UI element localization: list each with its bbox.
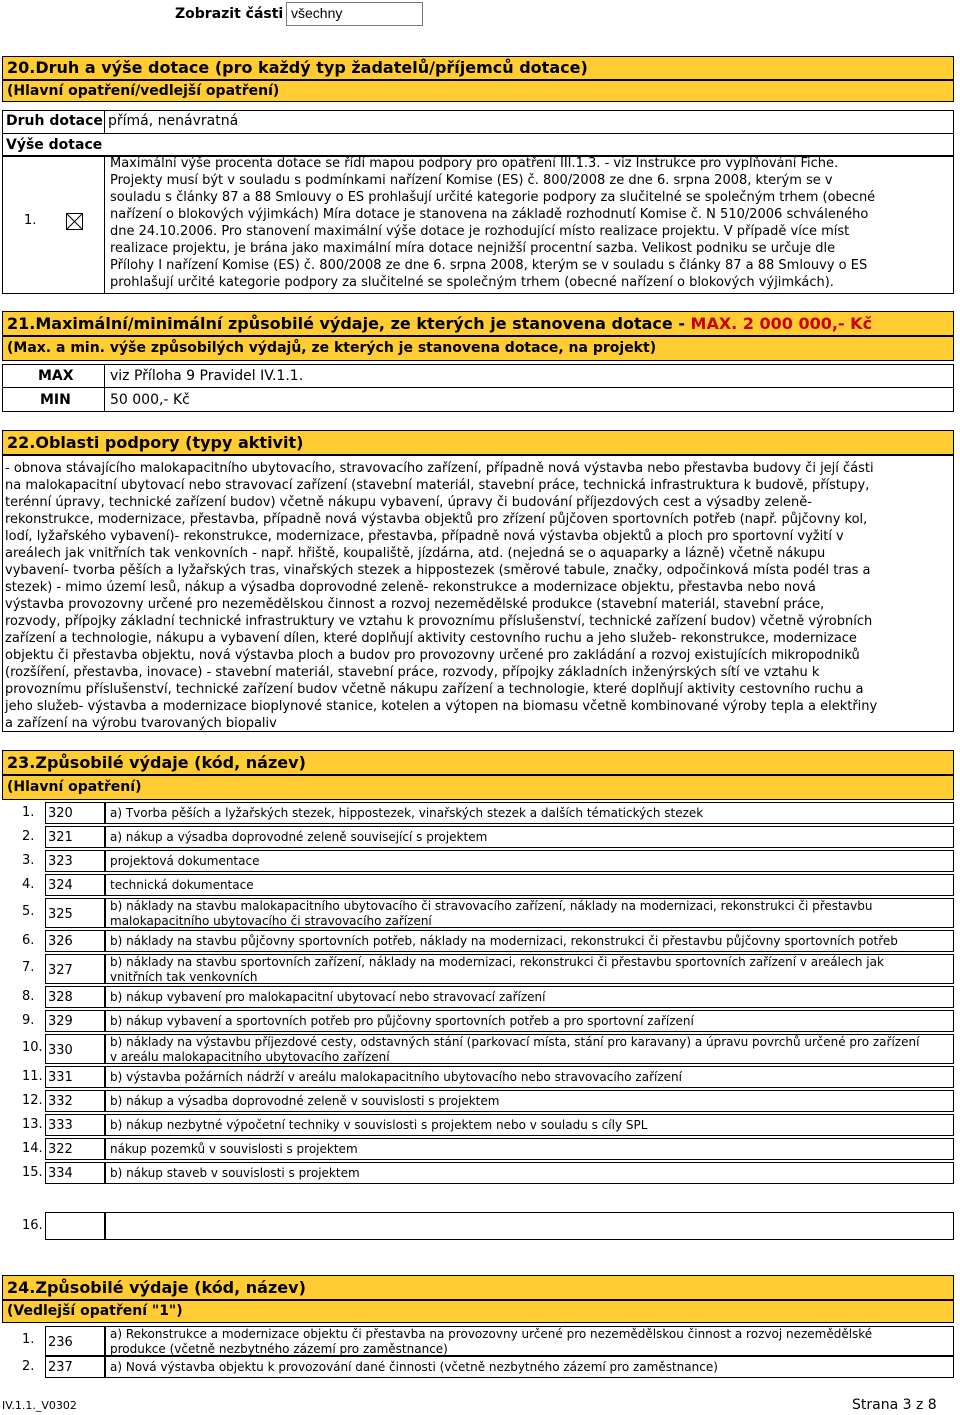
row-text: b) výstavba požárních nádrží v areálu malokapacitního ubytovacího nebo stravovacího zařízení: [110, 1070, 682, 1084]
row-description: [105, 1114, 954, 1136]
row-description: [105, 986, 954, 1008]
text-line: (rozšíření, přestavba, inovace) - stavební materiál, stavební práce, rozvody, přípojky základních inženýrských sítí ve vztahu k: [5, 665, 820, 680]
row-code: 236: [45, 1326, 105, 1356]
row-number: 8.: [22, 989, 35, 1004]
row-description: [105, 930, 954, 952]
druh-dotace-label: Druh dotace: [6, 113, 103, 129]
row-text: a) nákup a výsadba doprovodné zeleně související s projektem: [110, 830, 488, 844]
row-description: [105, 954, 954, 984]
min-label: MIN: [40, 392, 71, 408]
row-code: 333: [45, 1114, 105, 1136]
row-description: [105, 1066, 954, 1088]
row-text-2: vnitřních tak venkovních: [110, 970, 258, 984]
row-number: 11.: [22, 1069, 43, 1084]
text-line: lodí, lyžařského vybavení)- rekonstrukce, modernizace, přestavba, případně nová výstavba objektů a ploch pro sportovní vyžití v: [5, 529, 844, 544]
row-number: 10.: [22, 1040, 43, 1055]
text-line: dne 24.10.2006. Pro stanovení maximální výše dotace je rozhodující místo realizace projektu. V případě více míst: [110, 224, 850, 239]
section-24-subtitle: (Vedlejší opatření "1"): [2, 1300, 954, 1323]
row-text: b) nákup a výsadba doprovodné zeleně v souvislosti s projektem: [110, 1094, 500, 1108]
section-23-title: 23.Způsobilé výdaje (kód, název): [2, 750, 954, 775]
row-code: 328: [45, 986, 105, 1008]
row-code: 322: [45, 1138, 105, 1160]
text-line: na malokapacitní ubytovací nebo stravovací zařízení (stavební materiál, stavební práce, technická infrastruktura k budově, přístupy,: [5, 478, 870, 493]
text-line: stezek) - mimo území lesů, nákup a výsadba doprovodné zeleně- rekonstrukce a modernizace objektu, přestavba nebo nová: [5, 580, 816, 595]
text-line: Projekty musí být v souladu s podmínkami nařízení Komise (ES) č. 800/2008 ze dne 6. srpna 2008, kterým se v: [110, 173, 833, 188]
row-code: [45, 1212, 105, 1240]
text-line: - obnova stávajícího malokapacitního ubytovacího, stravovacího zařízení, případně nová výstavba nebo přestavba budovy či její části: [5, 461, 874, 476]
max-value: viz Příloha 9 Pravidel IV.1.1.: [110, 368, 304, 384]
row-number: 3.: [22, 853, 35, 868]
row-code: 326: [45, 930, 105, 952]
druh-dotace-value: přímá, nenávratná: [108, 113, 239, 129]
row-code: 320: [45, 802, 105, 824]
row-text: b) nákup staveb v souvislosti s projektem: [110, 1166, 360, 1180]
show-parts-select[interactable]: všechny: [286, 2, 423, 26]
section-21-title-text: 21.Maximální/minimální způsobilé výdaje, ze kterých je stanovena dotace -: [7, 314, 691, 333]
text-line: výstavba provozovny určené pro nezemědělskou činnost a rozvoj nezemědělské produkce (stavební materiál, stavební práce,: [5, 597, 825, 612]
text-line: areálech jak vnitřních tak venkovních - např. hřiště, koupaliště, jízdárna, atd. (nejedná se o aquaparky a lázně) včetně nákupu: [5, 546, 826, 561]
row-description: [105, 1162, 954, 1184]
row-code: 237: [45, 1356, 105, 1378]
row-number: 15.: [22, 1165, 43, 1180]
row-number: 1.: [22, 1332, 35, 1347]
row-description: [105, 1212, 954, 1240]
divider: [2, 133, 954, 134]
row-number: 1.: [22, 805, 35, 820]
row-description: [105, 1138, 954, 1160]
row-description: [105, 802, 954, 824]
show-parts-label: Zobrazit části: [175, 6, 284, 22]
row-number: 2.: [22, 1359, 35, 1374]
vyse-item-number: 1.: [24, 213, 37, 228]
text-line: jeho služeb- výstavba a modernizace bioplynové stanice, kotelen a výtopen na biomasu včetně kombinované výroby tepla a elektřiny: [5, 699, 878, 714]
row-text-2: malokapacitního ubytovacího či stravovacího zařízení: [110, 914, 432, 928]
section-24-title: 24.Způsobilé výdaje (kód, název): [2, 1275, 954, 1300]
row-description: [105, 1090, 954, 1112]
text-line: objektu či přestavba objektu, nová výstavba ploch a budov pro provozovny určené pro zakládání a rozvoj existujících mikropodniků: [5, 648, 860, 663]
section-22-title: 22.Oblasti podpory (typy aktivit): [2, 430, 954, 455]
footer-page-number: Strana 3 z 8: [852, 1397, 937, 1413]
row-description: [105, 1356, 954, 1378]
text-line: rozvody, přípojky základní technické infrastruktury ve vztahu k provoznímu příslušenství, technické zařízení budov) včetně výrobních: [5, 614, 873, 629]
section-22-text: [2, 455, 954, 732]
row-text: nákup pozemků v souvislosti s projektem: [110, 1142, 358, 1156]
row-text: technická dokumentace: [110, 878, 254, 892]
row-code: 327: [45, 954, 105, 984]
footer-version: IV.1.1._V0302: [2, 1399, 77, 1412]
row-description: [105, 826, 954, 848]
row-text: b) náklady na výstavbu příjezdové cesty, odstavných stání (parkovací místa, stání pro karavany) a úpravu povrchů určené pro zařízení: [110, 1035, 920, 1049]
row-description: [105, 1034, 954, 1064]
row-number: 13.: [22, 1117, 43, 1132]
row-code: 330: [45, 1034, 105, 1064]
section-20-subtitle: (Hlavní opatření/vedlejší opatření): [2, 80, 954, 102]
text-line: rekonstrukce, modernizace, přestavba, případně nová výstavba objektů pro zřízení půjčoven sportovních potřeb (např. půjčovny kol,: [5, 512, 868, 527]
text-line: nařízení o blokových výjimkách) Míra dotace je stanovena na základě rozhodnutí Komise č. N 510/2006 schváleného: [110, 207, 869, 222]
row-code: 323: [45, 850, 105, 872]
row-text: a) Tvorba pěších a lyžařských stezek, hippostezek, vinařských stezek a dalších tématických stezek: [110, 806, 704, 820]
row-number: 14.: [22, 1141, 43, 1156]
text-line: realizace projektu, je brána jako maximální míra dotace nejnižší procentní sazba. Velikost podniku se určuje dle: [110, 241, 836, 256]
row-text: b) náklady na stavbu půjčovny sportovních potřeb, náklady na modernizaci, rekonstrukci či přestavbu půjčovny sportovních potřeb: [110, 934, 898, 948]
text-line: prohlašují určité kategorie podpory za slučitelné se společným trhem (obecné nařízení o blokových výjimkách).: [110, 275, 834, 290]
section-21-subtitle: (Max. a min. výše způsobilých výdajů, ze kterých je stanovena dotace, na projekt): [2, 336, 954, 361]
min-value: 50 000,- Kč: [110, 392, 190, 408]
text-line: vybavení- tvorba pěších a lyžařských tras, vinařských stezek a hippostezek (směrové tabule, značky, odpočinková místa podél tras a: [5, 563, 871, 578]
row-code: 332: [45, 1090, 105, 1112]
row-text: b) nákup vybavení a sportovních potřeb pro půjčovny sportovních potřeb a pro sportovní zařízení: [110, 1014, 694, 1028]
row-description: [105, 898, 954, 928]
row-number: 7.: [22, 960, 35, 975]
text-line: Přílohy I nařízení Komise (ES) č. 800/2008 ze dne 6. srpna 2008, kterým se v souladu s články 87 a 88 Smlouvy o ES: [110, 258, 868, 273]
text-line: souladu s články 87 a 88 Smlouvy o ES prohlašují určité kategorie podpory za slučitelné se společným trhem (obecné: [110, 190, 876, 205]
row-text-2: produkce (včetně nezbytného zázemí pro zaměstnance): [110, 1342, 448, 1356]
row-text: a) Nová výstavba objektu k provozování dané činnosti (včetně nezbytného zázemí pro zaměstnance): [110, 1360, 718, 1374]
row-number: 6.: [22, 933, 35, 948]
row-description: [105, 874, 954, 896]
row-number: 9.: [22, 1013, 35, 1028]
row-description: [105, 1326, 954, 1356]
row-number: 16.: [22, 1218, 43, 1233]
divider: [2, 387, 954, 388]
row-text-2: v areálu malokapacitního ubytovacího zařízení: [110, 1050, 390, 1064]
row-number: 12.: [22, 1093, 43, 1108]
section-20-title: 20.Druh a výše dotace (pro každý typ žadatelů/příjemců dotace): [2, 56, 954, 80]
divider: [104, 156, 105, 294]
row-number: 4.: [22, 877, 35, 892]
row-code: 321: [45, 826, 105, 848]
row-description: [105, 850, 954, 872]
row-description: [105, 1010, 954, 1032]
row-text: a) Rekonstrukce a modernizace objektu či přestavba na provozovny určené pro nezemědělskou činnost a rozvoj nezemědělské: [110, 1327, 873, 1341]
text-line: Maximální výše procenta dotace se řídí mapou podpory pro opatření III.1.3. - viz Instrukce pro vyplňování Fiche.: [110, 156, 839, 171]
row-code: 331: [45, 1066, 105, 1088]
row-text: b) nákup nezbytné výpočetní techniky v souvislosti s projektem nebo v souladu s cíly SPL: [110, 1118, 648, 1132]
max-label: MAX: [38, 368, 74, 384]
vyse-dotace-text: [110, 155, 952, 291]
row-code: 334: [45, 1162, 105, 1184]
row-code: 325: [45, 898, 105, 928]
vyse-dotace-label: Výše dotace: [6, 137, 103, 153]
row-code: 324: [45, 874, 105, 896]
text-line: zařízení a technologie, nákupu a vybavení dílen, které doplňují aktivity cestovního ruchu a jeho služeb- rekonstrukce, modernizace: [5, 631, 857, 646]
text-line: provoznímu příslušenství, technické zařízení budov včetně nákupu zařízení a technologie, které doplňují aktivity cestovního ruchu a: [5, 682, 864, 697]
section-21-title: [2, 311, 954, 336]
row-text: b) nákup vybavení pro malokapacitní ubytovací nebo stravovací zařízení: [110, 990, 546, 1004]
text-line: a zařízení na výrobu tvarovaných biopaliv: [5, 716, 277, 731]
section-21-max-amount: MAX. 2 000 000,- Kč: [690, 314, 873, 333]
row-number: 2.: [22, 829, 35, 844]
row-text: b) náklady na stavbu malokapacitního ubytovacího či stravovacího zařízení, náklady na modernizaci, rekonstrukci či přestavbu: [110, 899, 873, 913]
divider: [104, 364, 105, 412]
checkmark-cross-icon: [67, 214, 82, 229]
checked-checkbox[interactable]: [66, 213, 83, 230]
row-code: 329: [45, 1010, 105, 1032]
row-number: 5.: [22, 904, 35, 919]
divider: [104, 110, 105, 133]
row-text: b) náklady na stavbu sportovních zařízení, náklady na modernizaci, rekonstrukci či přestavbu sportovních zařízení v areálech jak: [110, 955, 884, 969]
row-text: projektová dokumentace: [110, 854, 260, 868]
section-23-subtitle: (Hlavní opatření): [2, 775, 954, 800]
text-line: terénní úpravy, technické zařízení budov) včetně nákupu vybavení, úpravy či budování příjezdových cest a výsadby zeleně-: [5, 495, 812, 510]
